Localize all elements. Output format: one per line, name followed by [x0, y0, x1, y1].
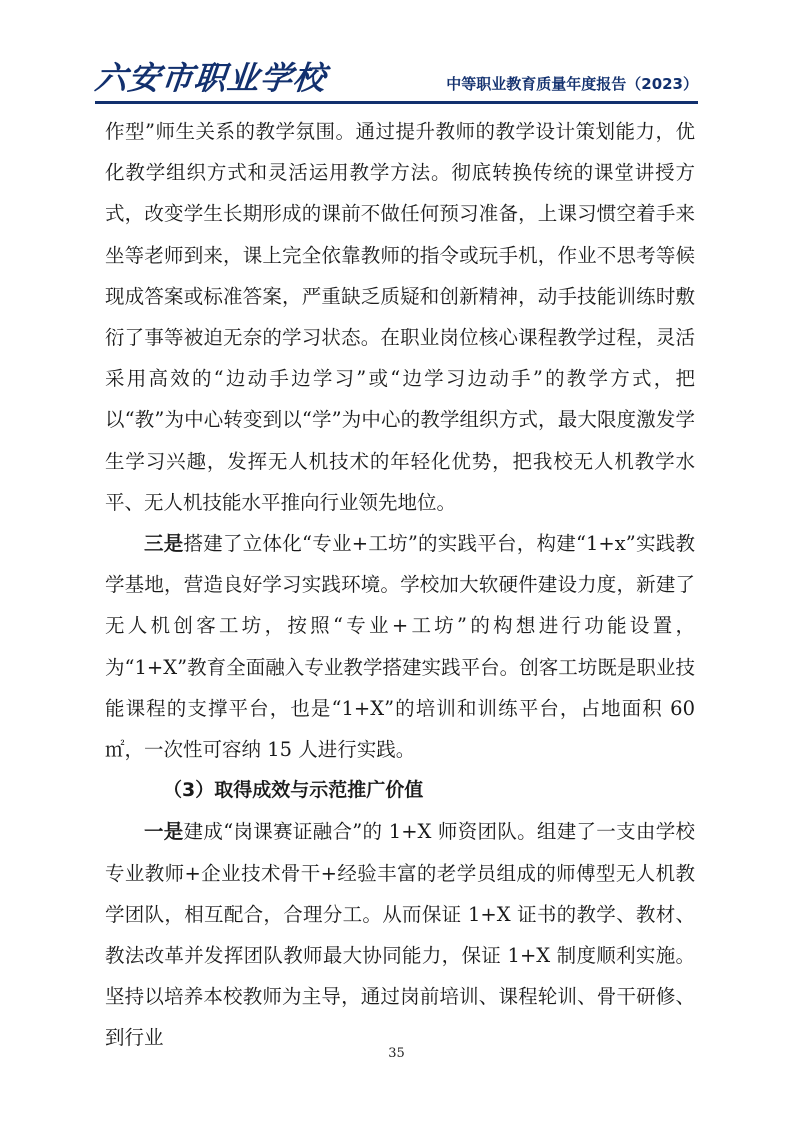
paragraph-teaching-methods: 作型”师生关系的教学氛围。通过提升教师的教学设计策划能力，优化教学组织方式和灵活运用教学方法。彻底转换传统的课堂讲授方式，改变学生长期形成的课前不做任何预习准备，上课习惯空着手来坐等老师到来，课上完全依靠教师的指令或玩手机，作业不思考等候现成答案或标准答案，严重缺乏质疑和创新精神，动手技能训练时敷衍了事等被迫无奈的学习状态。在职业岗位核心课程教学过程，灵活采用高效的“边动手边学习”或“边学习边动手”的教学方式，把以“教”为中心转变到以“学”为中心的教学组织方式，最大限度激发学生学习兴趣，发挥无人机技术的年轻化优势，把我校无人机教学水平、无人机技能水平推向行业领先地位。	[105, 120, 695, 514]
paragraph-text: 建成“岗课赛证融合”的 1+X 师资团队。组建了一支由学校专业教师+企业技术骨干+经验丰富的老学员组成的师傅型无人机教学团队，相互配合，合理分工。从而保证 1+X 证书的教学、教材、教法改革并发挥团队教师最大协同能力，保证 1+X 制度顺利实施。坚持以培养本校教师为主导，通过岗前培训、课程轮训、骨干研修、到行业	[105, 820, 695, 1050]
page-header	[95, 58, 698, 102]
paragraph-lead-three: 三是	[144, 532, 184, 556]
document-body	[105, 111, 695, 1059]
paragraph-text: 搭建了立体化“专业+工坊”的实践平台，构建“1+x”实践教学基地，营造良好学习实践环境。学校加大软硬件建设力度，新建了无人机创客工坊，按照“专业+工坊”的构想进行功能设置，为“1+X”教育全面融入专业教学搭建实践平台。创客工坊既是职业技能课程的支撑平台，也是“1+X”的培训和训练平台，占地面积 60 ㎡，一次性可容纳 15 人进行实践。	[105, 532, 695, 762]
header-divider	[95, 101, 698, 104]
paragraph-lead-one: 一是	[144, 820, 184, 844]
page-number: 35	[388, 1046, 405, 1061]
section-heading: （3）取得成效与示范推广价值	[163, 779, 424, 802]
report-title: 中等职业教育质量年度报告（2023）	[446, 75, 698, 93]
paragraph-practice-platform	[105, 523, 695, 770]
paragraph-teacher-team	[105, 811, 695, 1058]
school-logo-name: 六安市职业学校	[93, 59, 329, 97]
